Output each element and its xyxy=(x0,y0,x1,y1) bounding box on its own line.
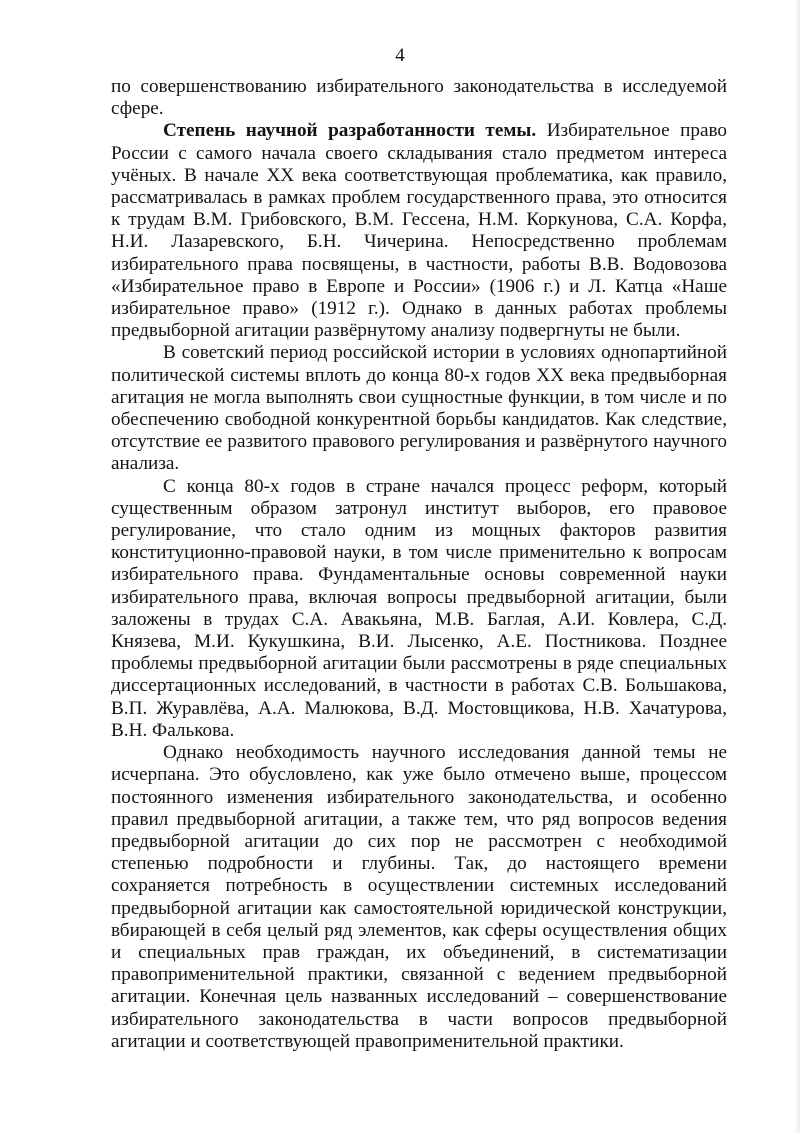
paragraph-reforms: С конца 80-х годов в стране начался процесс реформ, который существенным образом затронул институт выборов, его правовое регулирование, что стало одним из мощных факторов развития конституционно-правовой науки, в том числе применительно к вопросам избирательного права. Фундаментальные основы современной науки избирательного права, включая вопросы предвыборной агитации, были заложены в трудах С.А. Авакьяна, М.В. Баглая, А.И. Ковлера, С.Д. Князева, М.И. Кукушкина, В.И. Лысенко, А.Е. Постникова. Позднее проблемы предвыборной агитации были рассмотрены в ряде специальных диссертационных исследований, в частности в работах С.В. Большакова, В.П. Журавлёва, А.А. Малюкова, В.Д. Мостовщикова, Н.В. Хачатурова, В.Н. Фалькова. xyxy=(111,475,727,741)
page-number: 4 xyxy=(395,45,405,66)
paragraph-continuation: по совершенствованию избирательного законодательства в исследуемой сфере. xyxy=(111,76,727,120)
paragraph-research-degree xyxy=(111,120,727,342)
paragraph-research-degree-text: Избирательное право России с самого начала своего складывания стало предметом интереса учёных. В начале XX века соответствующая проблематика, как правило, рассматривалась в рамках проблем государственного права, это относится к трудам В.М. Грибовского, В.М. Гессена, Н.М. Коркунова, С.А. Корфа, Н.И. Лазаревского, Б.Н. Чичерина. Непосредственно проблемам избирательного права посвящены, в частности, работы В.В. Водовозова «Избирательное право в Европе и России» (1906 г.) и Л. Катца «Наше избирательное право» (1912 г.). Однако в данных работах проблемы предвыборной агитации развёрнутому анализу подвергнуты не были. xyxy=(111,120,727,342)
scan-edge-shadow xyxy=(794,0,800,1133)
body-text xyxy=(111,76,727,1053)
paragraph-necessity: Однако необходимость научного исследования данной темы не исчерпана. Это обусловлено, как уже было отмечено выше, процессом постоянного изменения избирательного законодательства, и особенно правил предвыборной агитации, а также тем, что ряд вопросов ведения предвыборной агитации до сих пор не рассмотрен с необходимой степенью подробности и глубины. Так, до настоящего времени сохраняется потребность в осуществлении системных исследований предвыборной агитации как самостоятельной юридической конструкции, вбирающей в себя целый ряд элементов, как сферы осуществления общих и специальных прав граждан, их объединений, в систематизации правоприменительной практики, связанной с ведением предвыборной агитации. Конечная цель названных исследований – совершенствование избирательного законодательства в части вопросов предвыборной агитации и соответствующей правоприменительной практики. xyxy=(111,742,727,1052)
section-heading: Степень научной разработанности темы. xyxy=(163,120,537,142)
paragraph-soviet-period: В советский период российской истории в условиях однопартийной политической системы вплоть до конца 80-х годов XX века предвыборная агитация не могла выполнять свои сущностные функции, в том числе и по обеспечению свободной конкурентной борьбы кандидатов. Как следствие, отсутствие ее развитого правового регулирования и развёрнутого научного анализа. xyxy=(111,342,727,475)
